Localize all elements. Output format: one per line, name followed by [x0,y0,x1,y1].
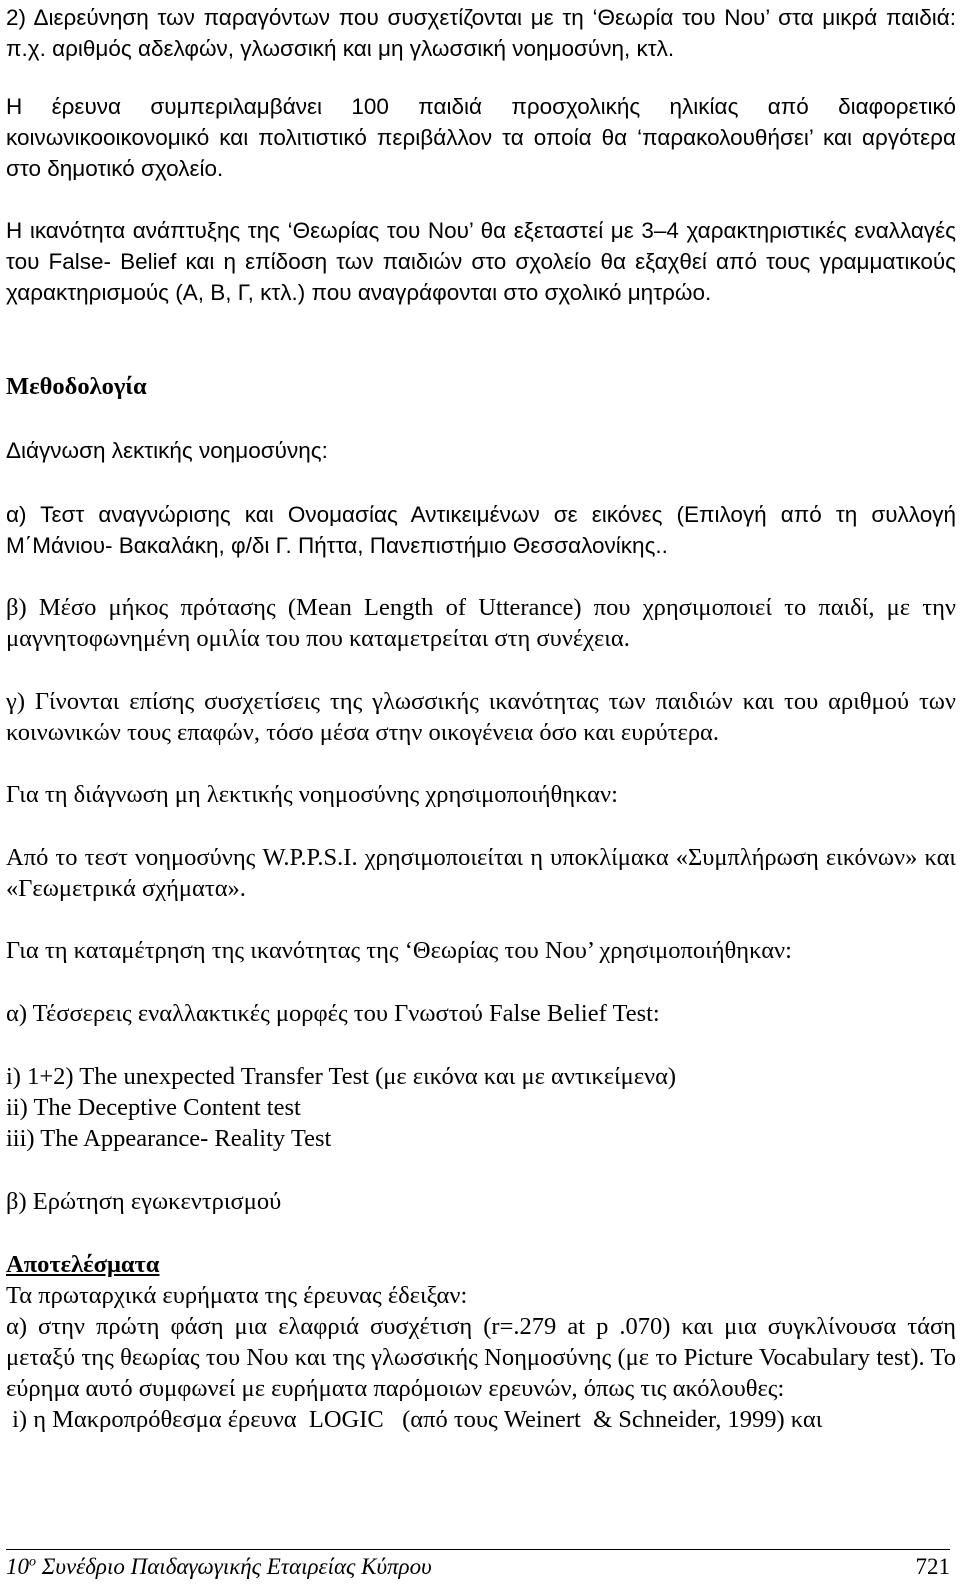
results-line: Τα πρωταρχικά ευρήματα της έρευνας έδειξαν: [6,1282,468,1309]
paragraph-ability: Η ικανότητα ανάπτυξης της ‘Θεωρίας του Νου’ θα εξεταστεί με 3–4 χαρακτηριστικές εναλλαγές του False- Belief και η επίδοση των παιδιών στο σχολείο θα εξαχθεί από τους γραμματικούς χαρακτηρισμούς (Α, Β, Γ, κτλ.) που αναγράφονται στο σχολικό μητρώο. [6,218,956,305]
footer-conference [6,1552,432,1582]
footer-title: Συνέδριο Παιδαγωγικής Εταιρείας Κύπρου [36,1554,432,1579]
test-item: i) 1+2) The unexpected Transfer Test (με εικόνα και με αντικείμενα) [6,1063,677,1090]
verbal-item-b: β) Μέσο μήκος πρότασης (Mean Length of Utterance) που χρησιμοποιεί το παιδί, με την μαγνητοφωνημένη ομιλία του που καταμετρείται στη συνέχεια. [6,594,956,652]
paragraph-research: Η έρευνα συμπεριλαμβάνει 100 παιδιά προσχολικής ηλικίας από διαφορετικό κοινωνικοοικονομικό και πολιτιστικό περιβάλλον τα οποία θα ‘παρακολουθήσει’ και αργότερα στο δημοτικό σχολείο. [6,94,956,181]
nonverbal-heading: Για τη διάγνωση μη λεκτικής νοημοσύνης χρησιμοποιήθηκαν: [6,781,618,808]
footer-number: 10 [6,1554,29,1579]
page-number: 721 [915,1554,950,1579]
tom-item-a: α) Τέσσερεις εναλλακτικές μορφές του Γνωστού False Belief Test: [6,1000,660,1027]
heading-results: Αποτελέσματα [6,1251,160,1278]
nonverbal-text: Από το τεστ νοημοσύνης W.P.P.S.I. χρησιμοποιείται η υποκλίμακα «Συμπλήρωση εικόνων» και «Γεωμετρικά σχήματα». [6,844,956,902]
footer-ordinal: ο [29,1554,36,1570]
results-line: i) η Μακροπρόθεσμα έρευνα LOGIC (από τους Weinert & Schneider, 1999) και [6,1406,823,1433]
verbal-item-a: α) Τεστ αναγνώρισης και Ονομασίας Αντικειμένων σε εικόνες (Επιλογή από τη συλλογή Μ΄Μάνιου- Βακαλάκη, φ/δι Γ. Πήττα, Πανεπιστήμιο Θεσσαλονίκης.. [6,502,956,558]
tom-heading: Για τη καταμέτρηση της ικανότητας της ‘Θεωρίας του Νου’ χρησιμοποιήθηκαν: [6,937,792,964]
footer-divider [6,1549,950,1550]
tom-item-b: β) Ερώτηση εγωκεντρισμού [6,1188,282,1215]
paragraph-intro: 2) Διερεύνηση των παραγόντων που συσχετίζονται με τη ‘Θεωρία του Νου’ στα μικρά παιδιά: π.χ. αριθμός αδελφών, γλωσσική και μη γλωσσική νοημοσύνη, κτλ. [6,5,956,61]
test-item: ii) The Deceptive Content test [6,1094,301,1121]
test-list [6,1061,956,1154]
results-line: α) στην πρώτη φάση μια ελαφριά συσχέτιση (r=.279 at p .070) και μια συγκλίνουσα τάση μεταξύ της θεωρίας του Νου και της γλωσσικής Νοημοσύνης (με το Picture Vocabulary test). Το εύρημα αυτό συμφωνεί με ευρήματα παρόμοιων ερευνών, όπως τις ακόλουθες: [6,1313,956,1402]
test-item: iii) The Appearance- Reality Test [6,1125,332,1152]
page-footer [6,1552,950,1582]
verbal-item-c: γ) Γίνονται επίσης συσχετίσεις της γλωσσικής ικανότητας των παιδιών και του αριθμού των κοινωνικών τους επαφών, τόσο μέσα στην οικογένεια όσο και ευρύτερα. [6,688,956,746]
results-body [6,1280,956,1435]
heading-methodology: Μεθοδολογία [6,373,147,400]
verbal-heading: Διάγνωση λεκτικής νοημοσύνης: [6,438,328,463]
